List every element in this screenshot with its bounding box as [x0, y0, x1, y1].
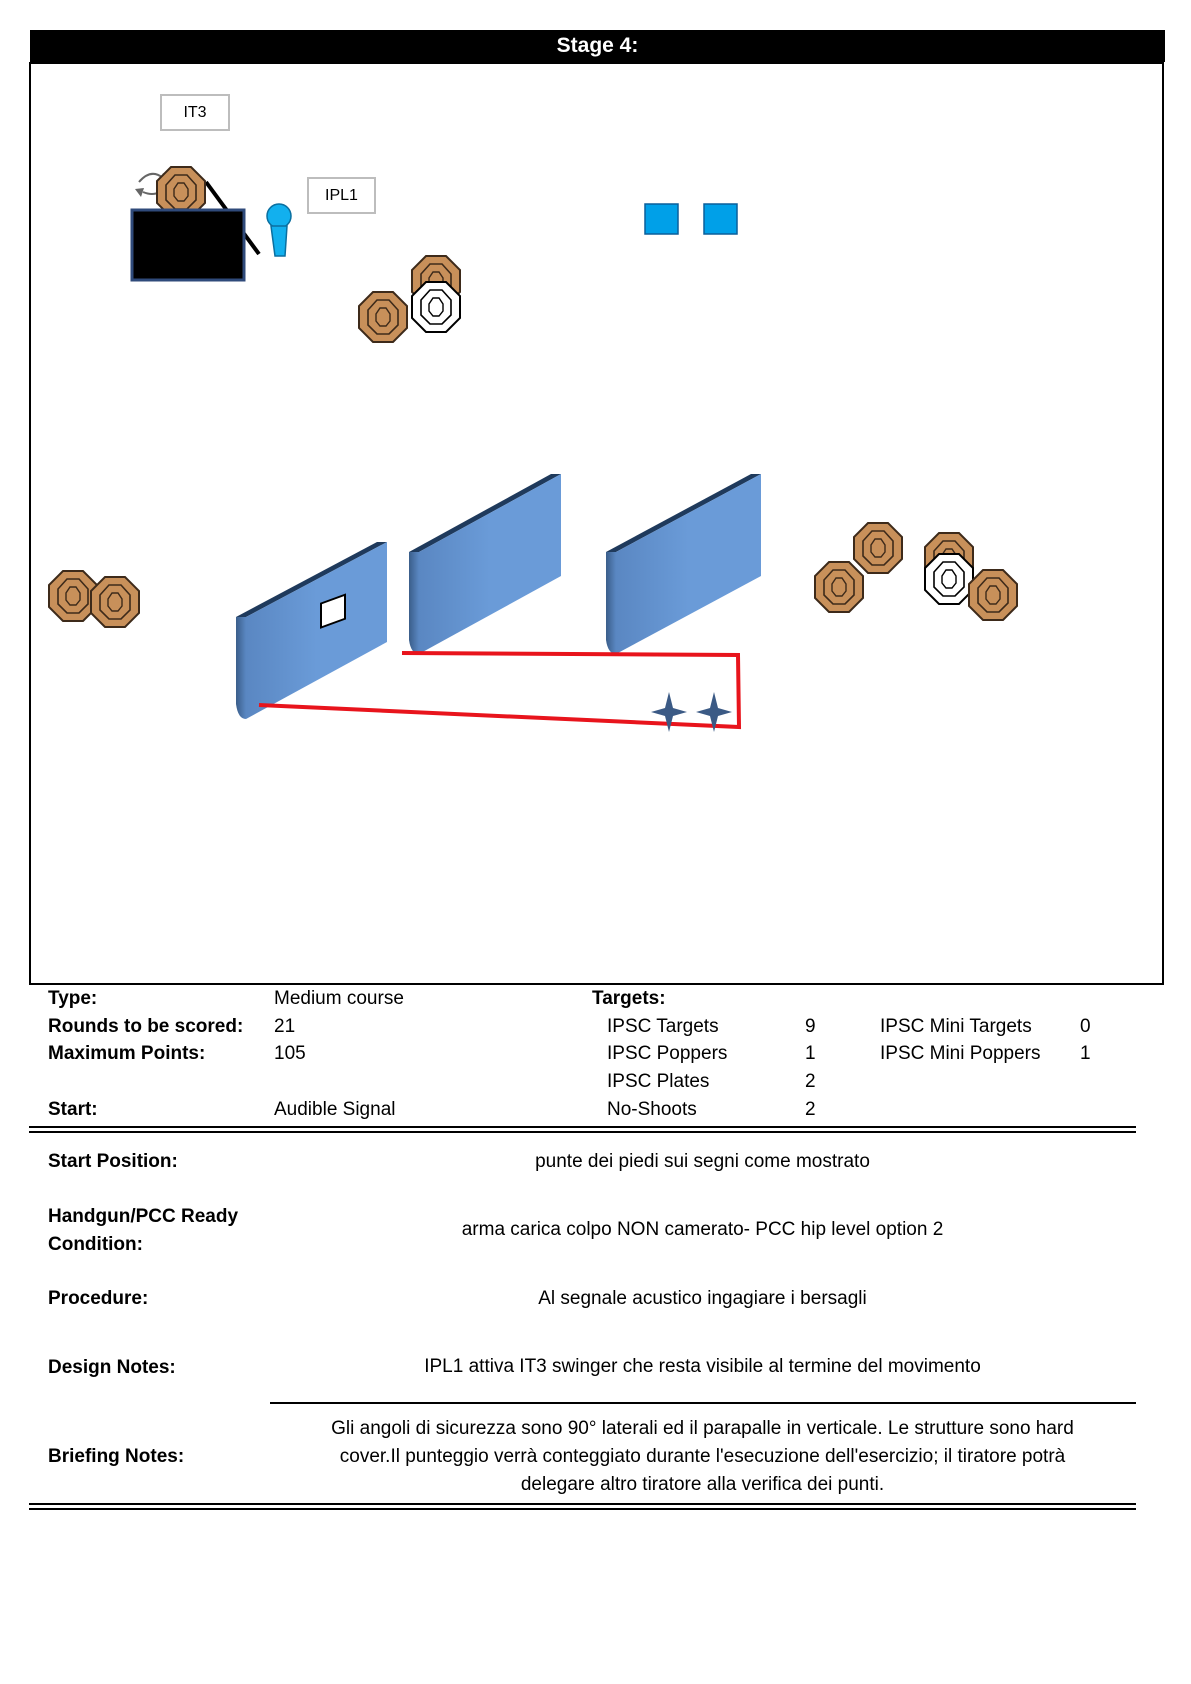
ipsc-target — [359, 292, 407, 342]
type-value: Medium course — [274, 988, 404, 1009]
targets-label: Targets: — [592, 988, 666, 1009]
rounds-value: 21 — [274, 1016, 296, 1037]
stage-diagram-svg — [31, 64, 1162, 983]
it3-label: IT3 — [160, 94, 230, 131]
target-count-name: IPSC Plates — [607, 1071, 710, 1092]
briefing-notes-label: Briefing Notes: — [48, 1446, 185, 1467]
design-notes-label: Design Notes: — [48, 1357, 176, 1378]
ready-condition-value: arma carica colpo NON camerato- PCC hip level option 2 — [461, 1219, 944, 1240]
wall-right — [606, 474, 761, 654]
start-position-value: punte dei piedi sui segni come mostrato — [535, 1151, 870, 1172]
mini-target-count-value: 1 — [1080, 1043, 1091, 1064]
ipsc-target — [91, 577, 139, 627]
type-label: Type: — [48, 988, 98, 1009]
stage-diagram — [29, 62, 1164, 985]
target-count-value: 1 — [805, 1043, 816, 1064]
mini-target-count-name: IPSC Mini Poppers — [880, 1043, 1041, 1064]
start-position-label: Start Position: — [48, 1151, 178, 1172]
divider — [29, 1508, 1136, 1510]
procedure-label: Procedure: — [48, 1288, 149, 1309]
stage-title: Stage 4: — [556, 34, 639, 57]
briefing-notes-line: delegare altro tiratore alla verifica dei punti. — [520, 1474, 885, 1495]
target-count-value: 2 — [805, 1099, 816, 1120]
divider — [29, 1503, 1136, 1505]
target-count-value: 2 — [805, 1071, 816, 1092]
wall-left — [236, 542, 387, 719]
mini-target-count-value: 0 — [1080, 1016, 1091, 1037]
stage-title-bar — [30, 30, 1165, 62]
steel-plate — [704, 204, 737, 234]
ipsc-target — [969, 570, 1017, 620]
ipl1-label: IPL1 — [307, 177, 376, 214]
target-count-name: IPSC Targets — [607, 1016, 719, 1037]
swinger-barrel — [132, 210, 244, 280]
divider — [270, 1402, 1136, 1404]
target-count-name: No-Shoots — [607, 1099, 697, 1120]
divider — [29, 1126, 1136, 1128]
target-count-name: IPSC Poppers — [607, 1043, 728, 1064]
target-count-value: 9 — [805, 1016, 816, 1037]
max-points-label: Maximum Points: — [48, 1043, 206, 1064]
steel-plate — [645, 204, 678, 234]
ready-condition-label-line1: Handgun/PCC Ready — [48, 1206, 239, 1227]
start-value: Audible Signal — [274, 1099, 396, 1120]
briefing-notes-line: cover.Il punteggio verrà conteggiato durante l'esecuzione dell'esercizio; il tiratore potrà — [339, 1446, 1066, 1467]
max-points-value: 105 — [274, 1043, 306, 1064]
ipsc-target — [815, 562, 863, 612]
ipsc-target — [49, 571, 97, 621]
divider — [29, 1131, 1136, 1133]
ready-condition-label-line2: Condition: — [48, 1234, 143, 1255]
rounds-label: Rounds to be scored: — [48, 1016, 244, 1037]
design-notes-value: IPL1 attiva IT3 swinger che resta visibile al termine del movimento — [424, 1356, 981, 1377]
wall-middle — [409, 474, 561, 654]
start-label: Start: — [48, 1099, 98, 1120]
ipl1-popper — [267, 204, 291, 256]
mini-target-count-name: IPSC Mini Targets — [880, 1016, 1032, 1037]
no-shoot-target — [412, 282, 460, 332]
no-shoot-target — [925, 554, 973, 604]
procedure-value: Al segnale acustico ingagiare i bersagli — [538, 1288, 867, 1309]
briefing-notes-line: Gli angoli di sicurezza sono 90° laterali ed il parapalle in verticale. Le strutture sono hard — [331, 1418, 1074, 1439]
ipsc-target — [854, 523, 902, 573]
